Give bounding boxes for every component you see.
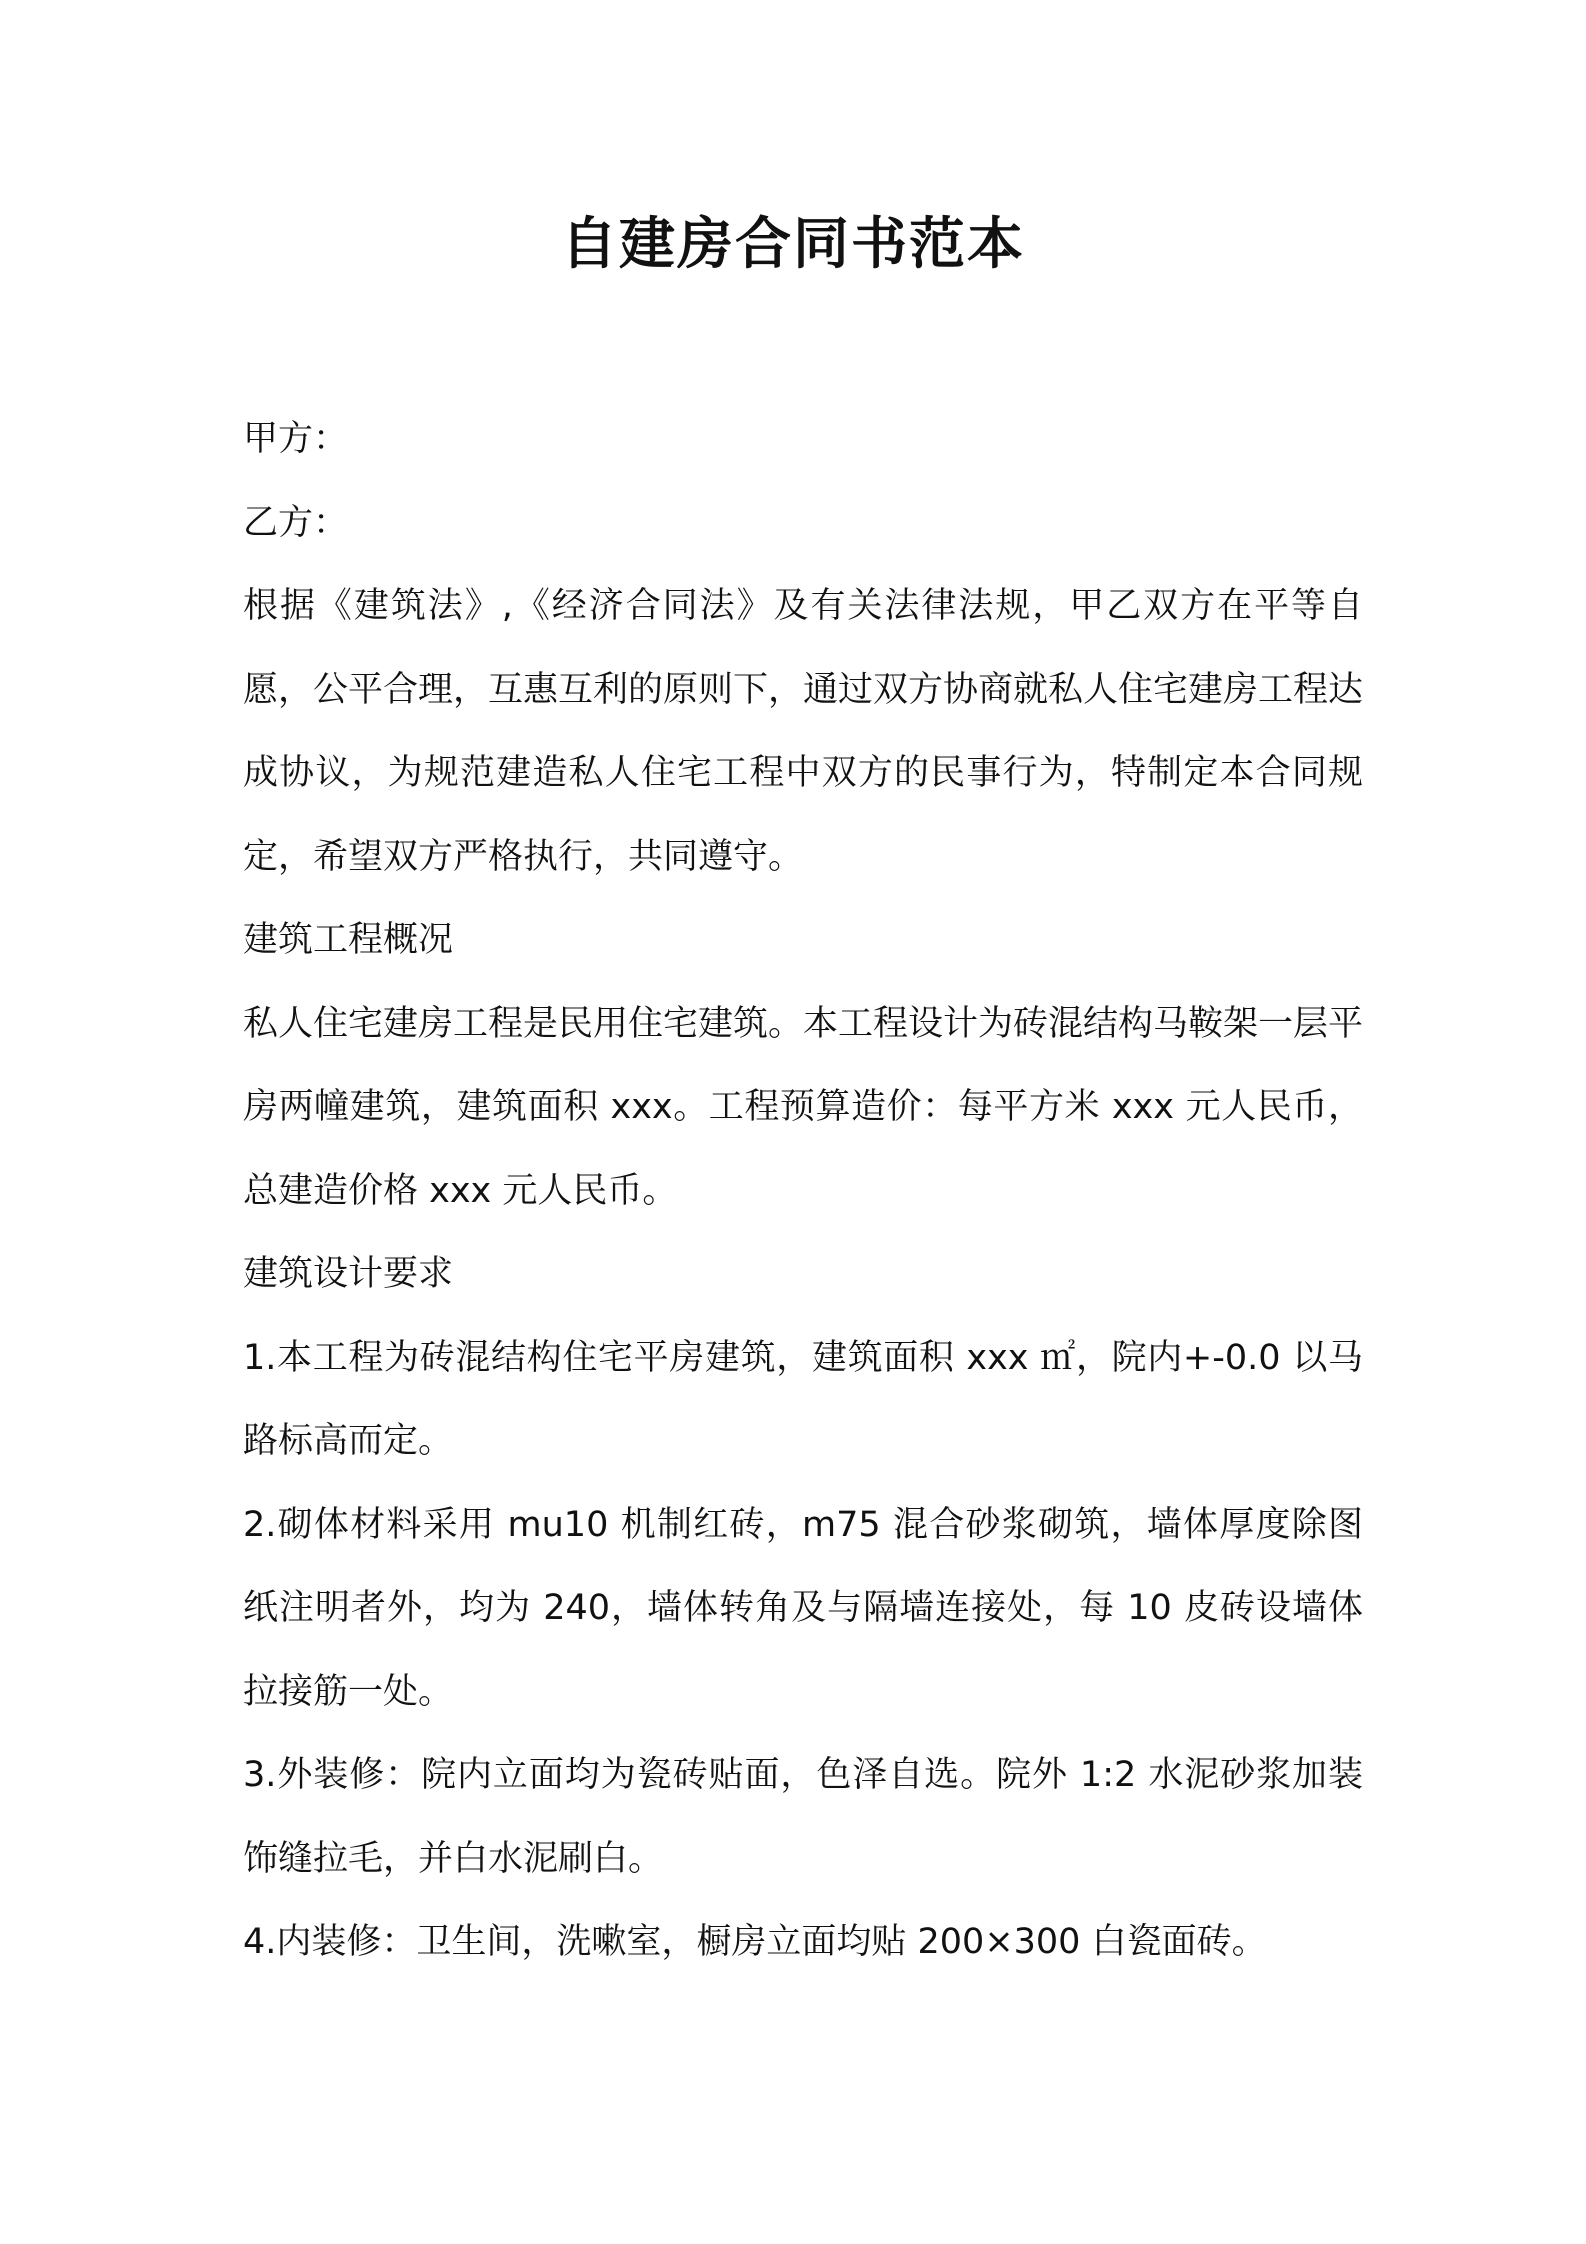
design-item-1: 1.本工程为砖混结构住宅平房建筑，建筑面积 xxx ㎡，院内+-0.0 以马路标高而定。 bbox=[243, 1337, 1363, 1461]
section-heading-design: 建筑设计要求 bbox=[243, 1254, 454, 1294]
document-title: 自建房合同书范本 bbox=[561, 212, 1025, 277]
party-a-line: 甲方： bbox=[243, 419, 349, 459]
design-item-4: 4.内装修：卫生间，洗嗽室，橱房立面均贴 200×300 白瓷面砖。 bbox=[243, 1922, 1267, 1962]
section-heading-overview: 建筑工程概况 bbox=[243, 920, 454, 960]
design-item-3: 3.外装修：院内立面均为瓷砖贴面，色泽自选。院外 1:2 水泥砂浆加装饰缝拉毛，并白水泥刷白。 bbox=[243, 1755, 1363, 1879]
party-b-line: 乙方： bbox=[243, 502, 349, 543]
document-body bbox=[243, 398, 1363, 1985]
preamble-paragraph: 根据《建筑法》,《经济合同法》及有关法律法规，甲乙双方在平等自愿，公平合理，互惠互利的原则下，通过双方协商就私人住宅建房工程达成协议，为规范建造私人住宅工程中双方的民事行为，特制定本合同规定，希望双方严格执行，共同遵守。 bbox=[243, 586, 1364, 877]
design-item-2: 2.砌体材料采用 mu10 机制红砖，m75 混合砂浆砌筑，墙体厚度除图纸注明者外，均为 240，墙体转角及与隔墙连接处，每 10 皮砖设墙体拉接筋一处。 bbox=[243, 1504, 1363, 1712]
overview-paragraph: 私人住宅建房工程是民用住宅建筑。本工程设计为砖混结构马鞍架一层平房两幢建筑，建筑面积 xxx。工程预算造价：每平方米 xxx 元人民币，总建造价格 xxx 元人民币。 bbox=[243, 1003, 1364, 1211]
